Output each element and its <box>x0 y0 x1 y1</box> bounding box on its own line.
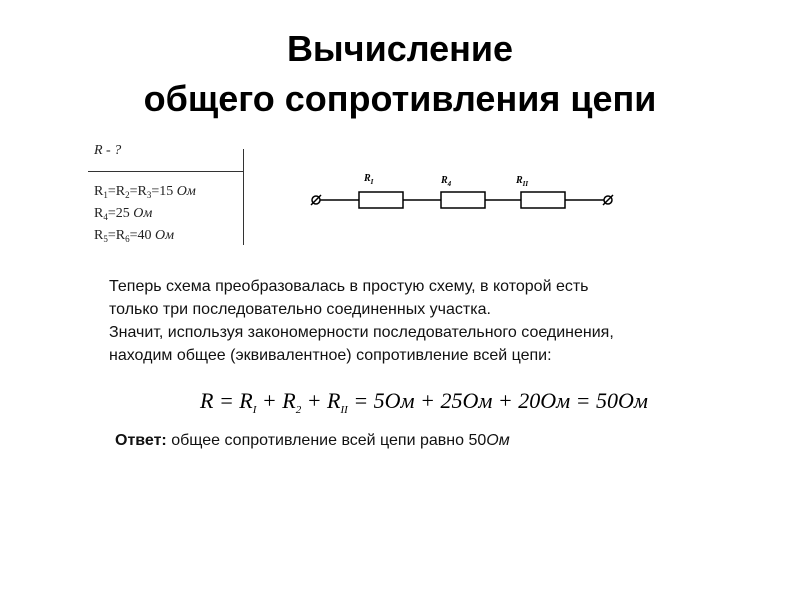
resistor-label-r-i: $R_I$ <box>364 173 374 186</box>
resistor-label-r-ii: $R_{II}$ <box>516 175 529 188</box>
explanation-line-3: Значит, используя закономерности последовательного соединения, <box>109 324 614 341</box>
given-equation-r5-r6: $R_5=R_6=40$ Ом <box>94 228 175 244</box>
answer-text: общее сопротивление всей цепи равно 50 <box>166 432 487 449</box>
explanation-line-2: только три последовательно соединенных участка. <box>109 301 491 318</box>
given-equation-r1-r3: $R_1=R_2=R_3=15$ Ом <box>94 184 196 200</box>
answer-label: Ответ: <box>115 432 167 449</box>
explanation-paragraph <box>109 275 749 367</box>
resistor-r-i <box>359 192 403 208</box>
unknown-label: R - ? <box>94 143 122 158</box>
given-divider-vertical <box>243 149 244 245</box>
resistor-r-4 <box>441 192 485 208</box>
total-resistance-formula: $R = R_I + R_2 + R_{II} = 5Ом + 25Ом + 20Ом = 50Ом$ <box>200 388 648 416</box>
terminal-left-icon <box>311 195 321 205</box>
title-line-1: Вычисление <box>286 28 514 69</box>
given-data-block <box>88 143 244 245</box>
title-line-2: общего сопротивления цепи <box>143 78 657 119</box>
terminal-right-icon <box>603 195 613 205</box>
explanation-line-1: Теперь схема преобразовалась в простую схему, в которой есть <box>109 278 589 295</box>
answer-line <box>115 432 510 450</box>
given-divider-horizontal <box>88 171 244 172</box>
answer-unit: Ом <box>486 432 510 449</box>
explanation-line-4: находим общее (эквивалентное) сопротивление всей цепи: <box>109 347 552 364</box>
circuit-diagram <box>300 164 630 216</box>
resistor-r-ii <box>521 192 565 208</box>
page-title <box>0 24 800 124</box>
given-equation-r4: $R_4=25$ Ом <box>94 206 153 222</box>
resistor-label-r-4: $R_4$ <box>441 175 452 188</box>
